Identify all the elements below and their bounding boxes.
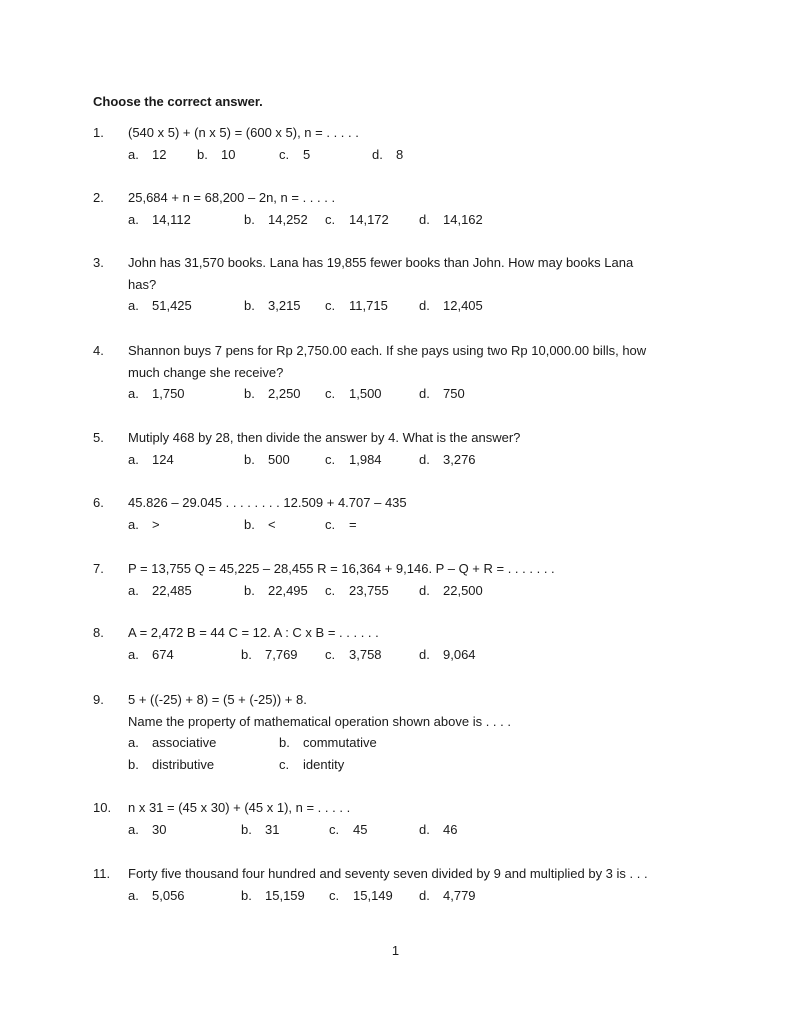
question-text: Name the property of mathematical operation shown above is . . . .	[128, 713, 511, 729]
question-text: 5 + ((-25) + 8) = (5 + (-25)) + 8.	[128, 692, 307, 707]
answer-option	[329, 888, 393, 903]
option-letter: d.	[372, 146, 383, 162]
option-value: 1,750	[152, 386, 185, 401]
option-value: 14,112	[152, 211, 191, 227]
answer-option	[325, 298, 388, 313]
option-value: =	[349, 516, 357, 532]
answer-option	[244, 298, 301, 313]
option-letter: a.	[128, 646, 139, 662]
option-letter: a.	[128, 516, 139, 532]
option-value: >	[152, 516, 160, 532]
option-value: 15,159	[265, 887, 305, 903]
option-letter: c.	[329, 887, 340, 903]
question-text: n x 31 = (45 x 30) + (45 x 1), n = . . . . .	[128, 800, 351, 815]
option-value: 14,252	[268, 211, 308, 227]
question-text: (540 x 5) + (n x 5) = (600 x 5), n = . . . . .	[128, 125, 359, 140]
answer-option	[419, 386, 465, 401]
option-letter: d.	[419, 298, 430, 313]
option-letter: b.	[244, 516, 255, 532]
question-text: P = 13,755 Q = 45,225 – 28,455 R = 16,364 + 9,146. P – Q + R = . . . . . . .	[128, 561, 555, 576]
option-letter: b.	[244, 211, 255, 227]
answer-option	[244, 583, 308, 598]
answer-option	[128, 517, 160, 532]
option-value: 5	[303, 146, 311, 162]
option-value: 22,495	[268, 582, 308, 598]
question-text: Forty five thousand four hundred and seventy seven divided by 9 and multiplied by 3 is . . .	[128, 866, 648, 881]
option-value: 14,162	[443, 211, 483, 227]
option-letter: d.	[419, 887, 430, 903]
answer-option	[128, 647, 174, 662]
option-letter: a.	[128, 386, 139, 401]
answer-option	[329, 822, 367, 837]
answer-option	[325, 583, 389, 598]
option-letter: c.	[279, 146, 290, 162]
option-letter: b.	[244, 386, 255, 401]
answer-option	[128, 452, 174, 467]
option-value: 3,215	[268, 298, 301, 313]
option-value: 11,715	[349, 298, 388, 313]
answer-option	[128, 583, 192, 598]
option-letter: c.	[279, 756, 290, 772]
answer-option	[244, 452, 290, 467]
option-letter: a.	[128, 735, 139, 750]
option-value: 2,250	[268, 386, 301, 401]
option-letter: c.	[325, 211, 336, 227]
question-text: 45.826 – 29.045 . . . . . . . . 12.509 + 4.707 – 435	[128, 495, 407, 510]
option-value: 500	[268, 451, 290, 467]
answer-option	[241, 647, 298, 662]
option-value: 22,485	[152, 582, 192, 598]
option-letter: b.	[244, 298, 255, 313]
option-letter: a.	[128, 582, 139, 598]
option-letter: b.	[128, 756, 139, 772]
option-value: 46	[443, 821, 458, 837]
option-value: associative	[152, 735, 217, 750]
answer-option	[325, 452, 382, 467]
page-number: 1	[391, 943, 400, 958]
option-letter: a.	[128, 451, 139, 467]
option-value: 14,172	[349, 211, 389, 227]
answer-option	[244, 517, 276, 532]
option-value: commutative	[303, 735, 377, 750]
answer-option	[128, 735, 216, 750]
question-number: 1.	[93, 125, 104, 140]
option-letter: a.	[128, 298, 139, 313]
question-number: 10.	[93, 800, 112, 815]
option-letter: b.	[241, 646, 252, 662]
option-value: 124	[152, 451, 174, 467]
answer-option	[128, 147, 166, 162]
answer-option	[279, 735, 377, 750]
question-number: 3.	[93, 255, 104, 270]
question-text: A = 2,472 B = 44 C = 12. A : C x B = . . . . . .	[128, 625, 379, 640]
question-number: 4.	[93, 343, 104, 358]
question-number: 11.	[93, 866, 111, 881]
question-text: much change she receive?	[128, 364, 284, 380]
answer-option	[241, 822, 279, 837]
option-letter: c.	[325, 298, 336, 313]
option-value: 10	[221, 146, 236, 162]
option-letter: c.	[329, 821, 340, 837]
answer-option	[419, 212, 483, 227]
answer-option	[241, 888, 305, 903]
option-value: 750	[443, 386, 465, 401]
question-text: John has 31,570 books. Lana has 19,855 fewer books than John. How may books Lana	[128, 255, 634, 270]
answer-option	[279, 757, 344, 772]
option-value: 31	[265, 821, 280, 837]
option-value: 12,405	[443, 298, 483, 313]
option-value: 30	[152, 821, 167, 837]
answer-option	[128, 386, 185, 401]
answer-option	[244, 212, 308, 227]
answer-option	[325, 212, 389, 227]
option-value: 3,758	[349, 646, 382, 662]
option-letter: d.	[419, 386, 430, 401]
question-number: 9.	[93, 692, 104, 707]
option-value: distributive	[152, 756, 215, 772]
option-letter: b.	[244, 582, 255, 598]
option-letter: d.	[419, 646, 430, 662]
answer-option	[128, 212, 191, 227]
answer-option	[419, 647, 476, 662]
answer-option	[419, 452, 476, 467]
option-value: identity	[303, 756, 345, 772]
option-letter: c.	[325, 516, 336, 532]
answer-option	[419, 298, 483, 313]
question-text: Shannon buys 7 pens for Rp 2,750.00 each. If she pays using two Rp 10,000.00 bills, how	[128, 343, 647, 358]
option-letter: d.	[419, 582, 430, 598]
option-value: 9,064	[443, 646, 476, 662]
option-letter: b.	[279, 735, 290, 750]
answer-option	[325, 647, 382, 662]
option-letter: b.	[241, 821, 252, 837]
option-letter: a.	[128, 146, 139, 162]
question-text: has?	[128, 276, 157, 292]
answer-option	[419, 888, 476, 903]
answer-option	[244, 386, 301, 401]
answer-option	[128, 822, 166, 837]
option-value: 7,769	[265, 646, 298, 662]
option-value: 674	[152, 646, 174, 662]
option-letter: d.	[419, 451, 430, 467]
option-value: 1,984	[349, 451, 382, 467]
question-number: 8.	[93, 625, 104, 640]
option-letter: c.	[325, 646, 336, 662]
option-value: 15,149	[353, 887, 393, 903]
answer-option	[372, 147, 403, 162]
option-value: <	[268, 516, 276, 532]
question-number: 2.	[93, 190, 104, 205]
option-letter: a.	[128, 821, 139, 837]
answer-option	[419, 583, 483, 598]
option-letter: c.	[325, 451, 336, 467]
answer-option	[197, 147, 235, 162]
option-letter: b.	[244, 451, 255, 467]
question-number: 6.	[93, 495, 104, 510]
question-number: 7.	[93, 561, 104, 576]
answer-option	[128, 888, 185, 903]
option-letter: a.	[128, 887, 139, 903]
option-value: 22,500	[443, 582, 483, 598]
option-letter: a.	[128, 211, 139, 227]
option-value: 4,779	[443, 887, 476, 903]
option-value: 5,056	[152, 887, 185, 903]
question-text: Mutiply 468 by 28, then divide the answer by 4. What is the answer?	[128, 430, 521, 445]
option-value: 23,755	[349, 582, 389, 598]
question-text: 25,684 + n = 68,200 – 2n, n = . . . . .	[128, 190, 336, 205]
option-value: 45	[353, 821, 368, 837]
answer-option	[279, 147, 310, 162]
option-letter: c.	[325, 386, 336, 401]
answer-option	[325, 386, 382, 401]
option-letter: b.	[197, 146, 208, 162]
option-letter: b.	[241, 887, 252, 903]
option-letter: d.	[419, 211, 430, 227]
instructions-heading: Choose the correct answer.	[93, 94, 263, 109]
option-value: 1,500	[349, 386, 382, 401]
answer-option	[128, 298, 192, 313]
option-letter: d.	[419, 821, 430, 837]
option-letter: c.	[325, 582, 336, 598]
question-number: 5.	[93, 430, 104, 445]
answer-option	[325, 517, 357, 532]
option-value: 12	[152, 146, 167, 162]
option-value: 51,425	[152, 298, 192, 313]
answer-option	[128, 757, 214, 772]
option-value: 3,276	[443, 451, 476, 467]
option-value: 8	[396, 146, 404, 162]
answer-option	[419, 822, 457, 837]
